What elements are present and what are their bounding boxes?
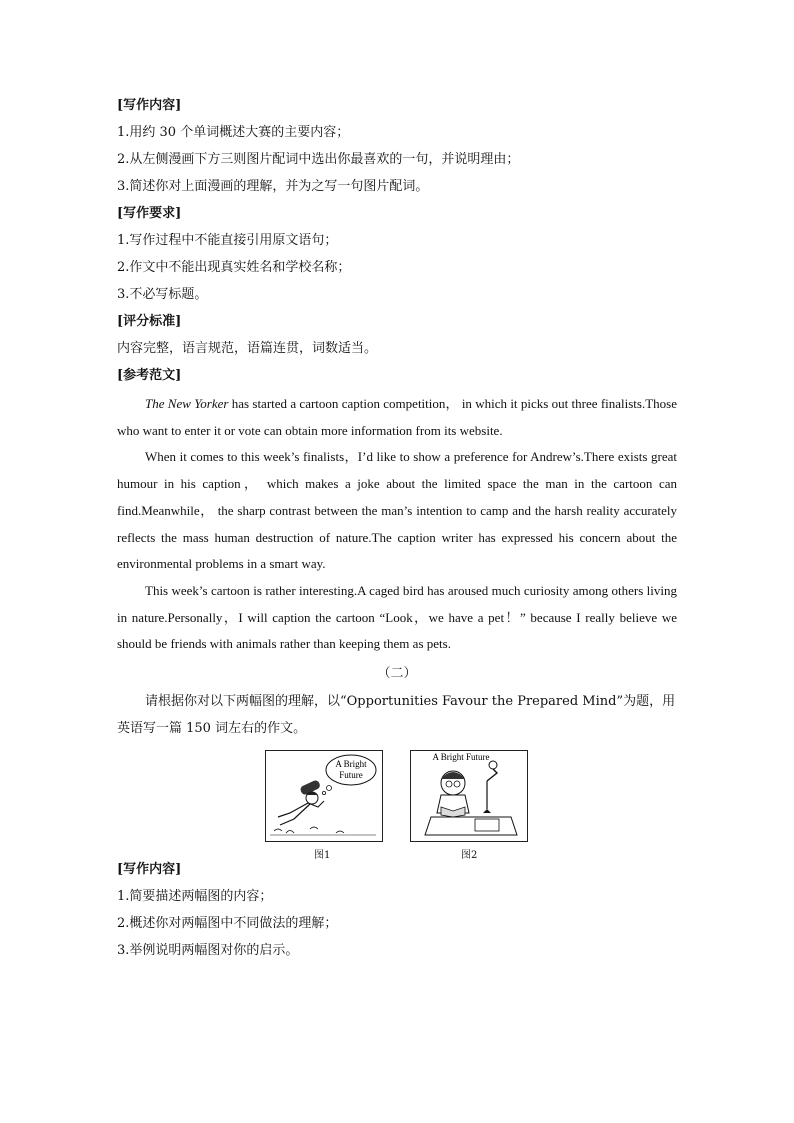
figures [117, 750, 677, 862]
studying-student-illustration [411, 751, 527, 841]
figure-1-caption: 图1 [314, 850, 331, 862]
content2-item-2: 2.概述你对两幅图中不同做法的理解； [117, 916, 338, 932]
content2-item-3: 3.举例说明两幅图对你的启示。 [117, 943, 299, 959]
magazine-name: The New Yorker [145, 396, 229, 411]
content-heading-2: [写作内容] [117, 862, 182, 878]
sample-paragraph-2: When it comes to this week’s finalists，I’d like to show a preference for Andrew’s.There exists great humour in his caption， which makes a joke about the limited space the man in the cartoon can find.Meanwhile， the sharp contrast between the man’s intention to camp and the harsh reality accurately reflects the mass human destruction of nature.The caption writer has expressed his concern about the environmental problems in a smart way. [117, 449, 677, 572]
requirement-heading: [写作要求] [117, 206, 182, 221]
writing-prompt: 请根据你对以下两幅图的理解，以“Opportunities Favour the Prepared Mind”为题，用英语写一篇 150 词左右的作文。 [117, 694, 676, 737]
content-item-3: 3.简述你对上面漫画的理解，并为之写一句图片配词。 [117, 179, 429, 194]
content2-item-1: 1.简要描述两幅图的内容； [117, 889, 273, 905]
sample-paragraph-1-text: has started a cartoon caption competition， in which it picks out three finalists.Those who want to enter it or vote can obtain more information from its website. [117, 396, 678, 438]
bubble-text-line2: Future [339, 770, 363, 781]
criteria-text: 内容完整，语言规范，语篇连贯，词数适当。 [117, 341, 378, 356]
requirement-item-2: 2.作文中不能出现真实姓名和学校名称； [117, 260, 351, 275]
content-item-2: 2.从左侧漫画下方三则图片配词中选出你最喜欢的一句，并说明理由； [117, 152, 520, 167]
figure-1-cartoon [265, 750, 383, 842]
content-item-1: 1.用约 30 个单词概述大赛的主要内容； [117, 125, 350, 140]
section-number: （二） [377, 666, 417, 682]
sample-paragraph-1 [117, 391, 677, 444]
bubble-text-line1: A Bright [335, 759, 367, 770]
requirement-item-1: 1.写作过程中不能直接引用原文语句； [117, 233, 338, 248]
sample-paragraph-3: This week’s cartoon is rather interesting.A caged bird has aroused much curiosity among others living in nature.Personally，I will caption the cartoon “Look，we have a pet！” because I really believe we should be friends with animals rather than keeping them as pets. [117, 582, 677, 652]
criteria-heading: [评分标准] [117, 314, 182, 329]
sample-heading: [参考范文] [117, 368, 182, 383]
content-heading: [写作内容] [117, 98, 182, 113]
figure-2-title: A Bright Future [432, 752, 490, 763]
figure-2-cartoon [410, 750, 528, 842]
requirement-item-3: 3.不必写标题。 [117, 287, 208, 302]
document-page [117, 92, 677, 964]
figure-2-caption: 图2 [461, 850, 478, 862]
lying-man-illustration [266, 751, 382, 841]
